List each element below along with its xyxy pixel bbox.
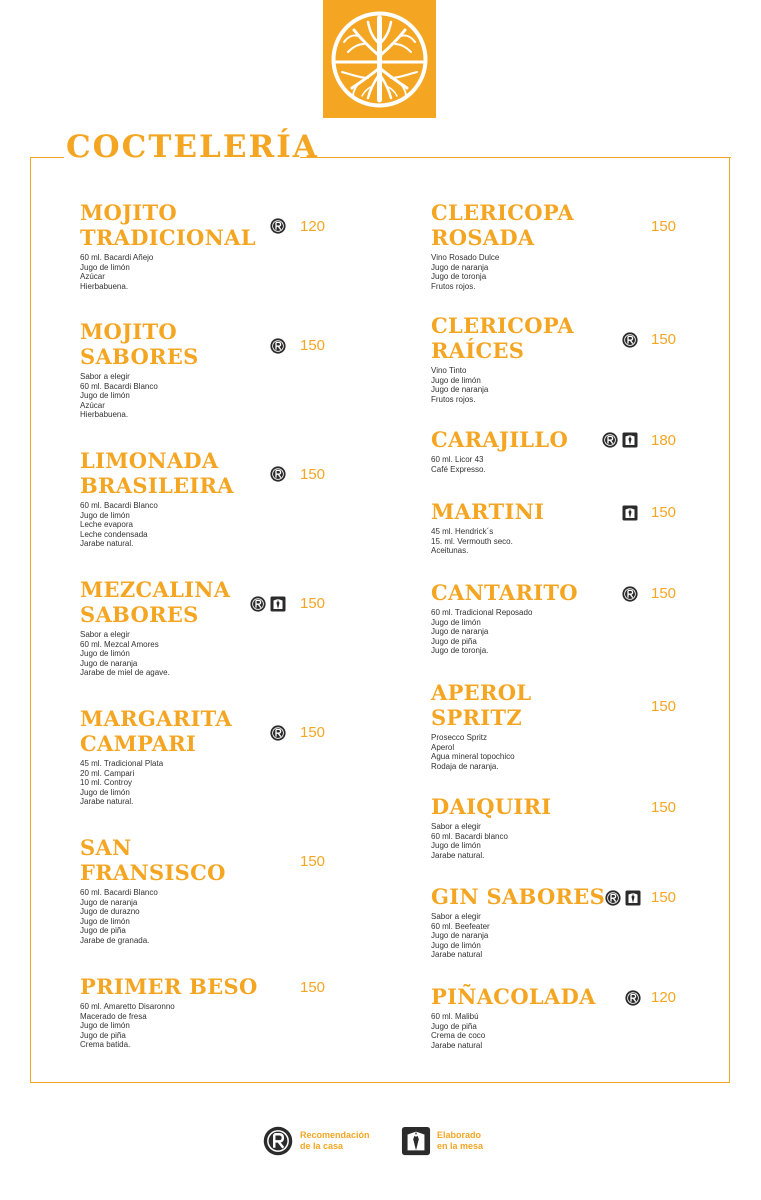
recommendation-icon [625, 990, 641, 1006]
item-price: 120 [300, 218, 326, 235]
table-made-icon [625, 890, 641, 906]
item-ingredients: 60 ml. Amaretto Disaronno Macerado de fresa Jugo de limón Jugo de piña Crema batida. [80, 1002, 175, 1050]
item-ingredients: Sabor a elegir 60 ml. Beefeater Jugo de naranja Jugo de limón Jarabe natural [431, 912, 490, 960]
recommendation-icon [270, 218, 286, 234]
item-ingredients: 60 ml. Tradicional Reposado Jugo de limón Jugo de naranja Jugo de piña Jugo de toronja. [431, 608, 533, 656]
item-name: PIÑACOLADA [431, 984, 596, 1009]
item-name: DAIQUIRI [431, 794, 552, 819]
table-made-icon [622, 432, 638, 448]
table-made-icon [401, 1126, 431, 1156]
frame-line-left [30, 157, 64, 158]
item-ingredients: Prosecco Spritz Aperol Agua mineral topochico Rodaja de naranja. [431, 733, 515, 771]
item-price: 150 [300, 853, 326, 870]
recommendation-icon [622, 586, 638, 602]
item-ingredients: 60 ml. Licor 43 Café Expresso. [431, 455, 486, 474]
menu-item-clericopa-raices [431, 313, 731, 404]
menu-item-cantarito [431, 580, 731, 656]
menu-item-pinacolada [431, 984, 731, 1050]
item-name: CLERICOPA ROSADA [431, 200, 575, 250]
item-name: MEZCALINA SABORES [80, 577, 231, 627]
item-price: 150 [300, 595, 326, 612]
item-name: PRIMER BESO [80, 974, 258, 999]
item-name: LIMONADA BRASILEIRA [80, 448, 234, 498]
menu-item-limonada-brasileira [80, 448, 380, 549]
item-price: 150 [300, 979, 326, 996]
item-ingredients: 60 ml. Bacardi Blanco Jugo de limón Leche evapora Leche condensada Jarabe natural. [80, 501, 158, 549]
item-ingredients: Vino Rosado Dulce Jugo de naranja Jugo de toronja Frutos rojos. [431, 253, 500, 291]
item-ingredients: Sabor a elegir 60 ml. Mezcal Amores Jugo de limón Jugo de naranja Jarabe de miel de agave. [80, 630, 170, 678]
item-name: MARGARITA CAMPARI [80, 706, 232, 756]
menu-item-clericopa-rosada [431, 200, 731, 291]
item-name: CLERICOPA RAÍCES [431, 313, 575, 363]
menu-item-primer-beso [80, 974, 380, 1050]
item-price: 150 [651, 889, 677, 906]
item-ingredients: Vino Tinto Jugo de limón Jugo de naranja Frutos rojos. [431, 366, 489, 404]
item-price: 150 [651, 331, 677, 348]
item-ingredients: 60 ml. Bacardi Blanco Jugo de naranja Jugo de durazno Jugo de limón Jugo de piña Jarabe de granada. [80, 888, 158, 945]
recommendation-icon [263, 1126, 293, 1156]
item-price: 180 [651, 432, 677, 449]
item-price: 150 [651, 504, 677, 521]
item-ingredients: 45 ml. Hendrick´s 15. ml. Vermouth seco. Aceitunas. [431, 527, 513, 556]
menu-item-carajillo [431, 427, 731, 474]
item-name: APEROL SPRITZ [431, 680, 532, 730]
item-name: CANTARITO [431, 580, 578, 605]
item-name: MARTINI [431, 499, 545, 524]
recommendation-icon [602, 432, 618, 448]
menu-item-aperol-spritz [431, 680, 731, 771]
menu-item-margarita-campari [80, 706, 380, 807]
legend-label: Elaborado en la mesa [437, 1130, 484, 1151]
item-name: MOJITO TRADICIONAL [80, 200, 256, 250]
item-price: 150 [651, 698, 677, 715]
frame-line-right [300, 157, 731, 158]
item-name: GIN SABORES [431, 884, 606, 909]
menu-item-mojito-sabores [80, 319, 380, 420]
item-price: 150 [651, 585, 677, 602]
item-price: 150 [300, 724, 326, 741]
table-made-icon [622, 505, 638, 521]
menu-item-mojito-tradicional [80, 200, 380, 291]
item-ingredients: Sabor a elegir 60 ml. Bacardi Blanco Jugo de limón Azúcar Hierbabuena. [80, 372, 158, 420]
table-made-icon [270, 596, 286, 612]
legend-label: Recomendación de la casa [300, 1130, 370, 1151]
menu-item-mezcalina-sabores [80, 577, 380, 678]
item-price: 150 [651, 799, 677, 816]
item-ingredients: 60 ml. Malibú Jugo de piña Crema de coco Jarabe natural [431, 1012, 486, 1050]
item-ingredients: Sabor a elegir 60 ml. Bacardi blanco Jugo de limón Jarabe natural. [431, 822, 508, 860]
logo-tab [323, 0, 436, 118]
item-name: MOJITO SABORES [80, 319, 199, 369]
section-title: COCTELERÍA [66, 129, 319, 165]
item-price: 120 [651, 989, 677, 1006]
menu-item-martini [431, 499, 731, 556]
item-name: CARAJILLO [431, 427, 569, 452]
recommendation-icon [605, 890, 621, 906]
tree-roots-logo-icon [328, 8, 431, 111]
recommendation-icon [622, 332, 638, 348]
legend-table-made [401, 1126, 501, 1158]
recommendation-icon [250, 596, 266, 612]
item-name: SAN FRANSISCO [80, 835, 226, 885]
item-price: 150 [300, 466, 326, 483]
item-ingredients: 45 ml. Tradicional Plata 20 ml. Campari 10 ml. Controy Jugo de limón Jarabe natural. [80, 759, 164, 807]
menu-item-san-fransisco [80, 835, 380, 946]
recommendation-icon [270, 338, 286, 354]
item-ingredients: 60 ml. Bacardi Añejo Jugo de limón Azúcar Hierbabuena. [80, 253, 154, 291]
menu-item-gin-sabores [431, 884, 731, 960]
recommendation-icon [270, 466, 286, 482]
item-price: 150 [651, 218, 677, 235]
menu-item-daiquiri [431, 794, 731, 860]
item-price: 150 [300, 337, 326, 354]
legend-recommendation [263, 1126, 393, 1158]
recommendation-icon [270, 725, 286, 741]
